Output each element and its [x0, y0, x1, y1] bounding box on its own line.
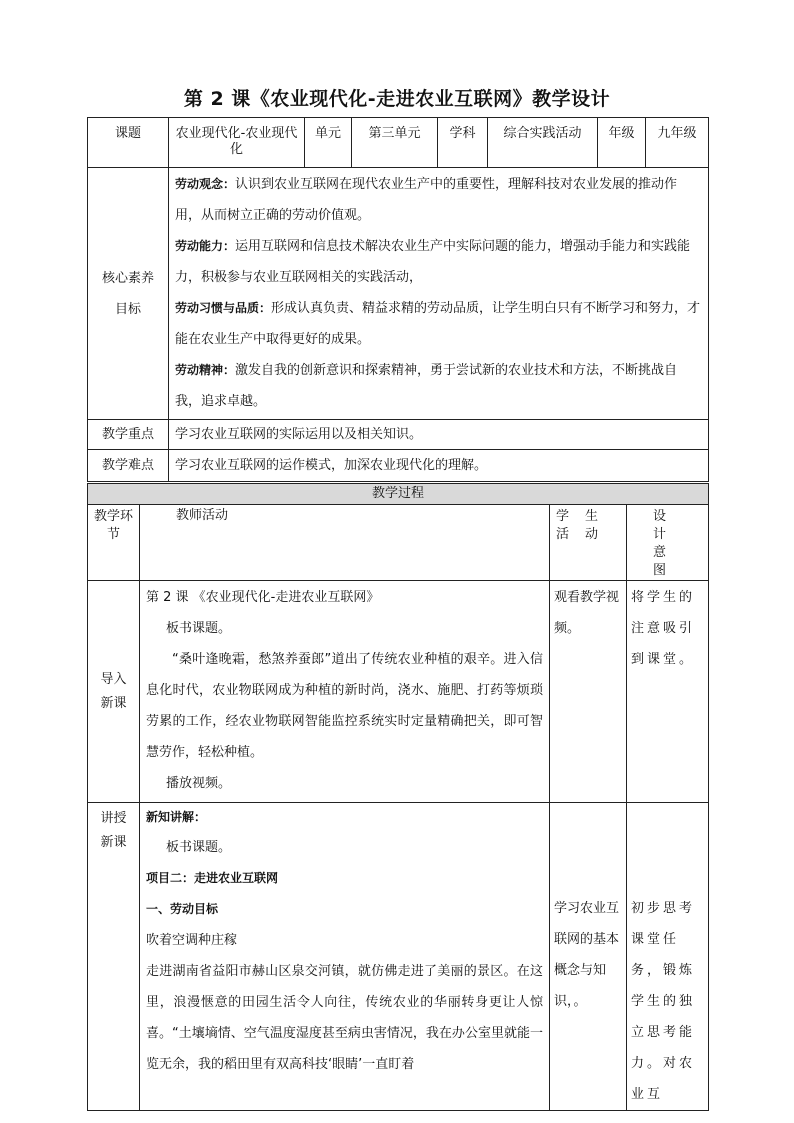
- intro-teacher: [140, 581, 550, 803]
- process-header: 教学过程: [88, 484, 709, 505]
- lecture-project: 项目二：走进农业互联网: [146, 871, 279, 885]
- core-label: 核心素养目标: [88, 168, 169, 420]
- subject-value: 综合实践活动: [488, 118, 598, 168]
- grade-label: 年级: [598, 118, 646, 168]
- core-item-1-text: 认识到农业互联网在现代农业生产中的重要性，理解科技对农业发展的推动作用，从而树立正确的劳动价值观。: [175, 177, 678, 223]
- col-design-header: 设计意图: [627, 505, 709, 581]
- intro-stage: 导入新课: [88, 581, 140, 803]
- lecture-board: 板书课题。: [166, 840, 232, 855]
- difficulty-text: 学习农业互联网的运作模式，加深农业现代化的理解。: [169, 450, 709, 482]
- lecture-design: [627, 803, 709, 1111]
- core-item-3-head: 劳动习惯与品质：: [175, 301, 272, 315]
- intro-design-text: 将学生的注意吸引到课堂。: [631, 590, 696, 667]
- intro-line-1: 第 2 课 《农业现代化-走进农业互联网》: [146, 590, 380, 605]
- col-teacher-header: 教师活动: [140, 505, 550, 581]
- lecture-sub: 吹着空调种庄稼: [146, 933, 238, 948]
- core-item-2: [175, 231, 702, 293]
- topic-value: 农业现代化-农业现代化: [169, 118, 305, 168]
- core-item-2-head: 劳动能力：: [175, 239, 236, 253]
- process-table: [87, 483, 709, 1111]
- col-stage-header: 教学环节: [88, 505, 140, 581]
- subject-label: 学科: [438, 118, 488, 168]
- intro-design: [627, 581, 709, 803]
- intro-student-text: 观看教学视频。: [554, 590, 620, 636]
- core-item-2-text: 运用互联网和信息技术解决农业生产中实际问题的能力，增强动手能力和实践能力，积极参与农业互联网相关的实践活动，: [175, 239, 691, 285]
- core-item-4-head: 劳动精神：: [175, 363, 236, 377]
- intro-student: [550, 581, 627, 803]
- lecture-teacher: [140, 803, 550, 1111]
- grade-value: 九年级: [646, 118, 709, 168]
- core-goals: [169, 168, 709, 420]
- key-point-label: 教学重点: [88, 420, 169, 450]
- lecture-text: 走进湖南省益阳市赫山区泉交河镇，就仿佛走进了美丽的景区。在这里，浪漫惬意的田园生活令人向往，传统农业的华丽转身更让人惊喜。“土壤墒情、空气温度湿度甚至病虫害情况，我在办公室里就能一览无余，我的稻田里有双高科技‘眼睛’一直盯着: [146, 964, 543, 1072]
- core-item-4: [175, 355, 702, 417]
- lecture-student: [550, 803, 627, 1111]
- lecture-student-text: 学习农业互联网的基本概念与知识，。: [554, 901, 620, 1009]
- core-item-4-text: 激发自我的创新意识和探索精神，勇于尝试新的农业技术和方法，不断挑战自我，追求卓越。: [175, 363, 678, 409]
- topic-label: 课题: [88, 118, 169, 168]
- lecture-stage: 讲授新课: [88, 803, 140, 1111]
- unit-value: 第三单元: [352, 118, 438, 168]
- intro-line-4: 播放视频。: [166, 776, 232, 791]
- key-point-text: 学习农业互联网的实际运用以及相关知识。: [169, 420, 709, 450]
- difficulty-label: 教学难点: [88, 450, 169, 482]
- lecture-section: 一、劳动目标: [146, 902, 219, 916]
- info-table: [87, 117, 709, 482]
- core-item-1: [175, 169, 702, 231]
- core-item-3-text: 形成认真负责、精益求精的劳动品质，让学生明白只有不断学习和努力，才能在农业生产中取得更好的成果。: [175, 301, 701, 347]
- core-item-3: [175, 293, 702, 355]
- intro-line-2: 板书课题。: [166, 621, 232, 636]
- unit-label: 单元: [305, 118, 352, 168]
- lecture-design-text: 初步思考课堂任务，锻炼学生的独立思考能力。对农业互: [631, 901, 696, 1102]
- col-student-header: 学生活动: [550, 505, 627, 581]
- lecture-heading: 新知讲解：: [146, 810, 207, 824]
- page-title: 第 2 课《农业现代化-走进农业互联网》教学设计: [183, 88, 611, 110]
- intro-line-3: “桑叶逢晚霜，愁煞养蚕郎”道出了传统农业种植的艰辛。进入信息化时代，农业物联网成为种植的新时尚，浇水、施肥、打药等烦琐劳累的工作，经农业物联网智能监控系统实时定量精确把关，即可智慧劳作，轻松种植。: [146, 652, 543, 760]
- core-item-1-head: 劳动观念：: [175, 177, 236, 191]
